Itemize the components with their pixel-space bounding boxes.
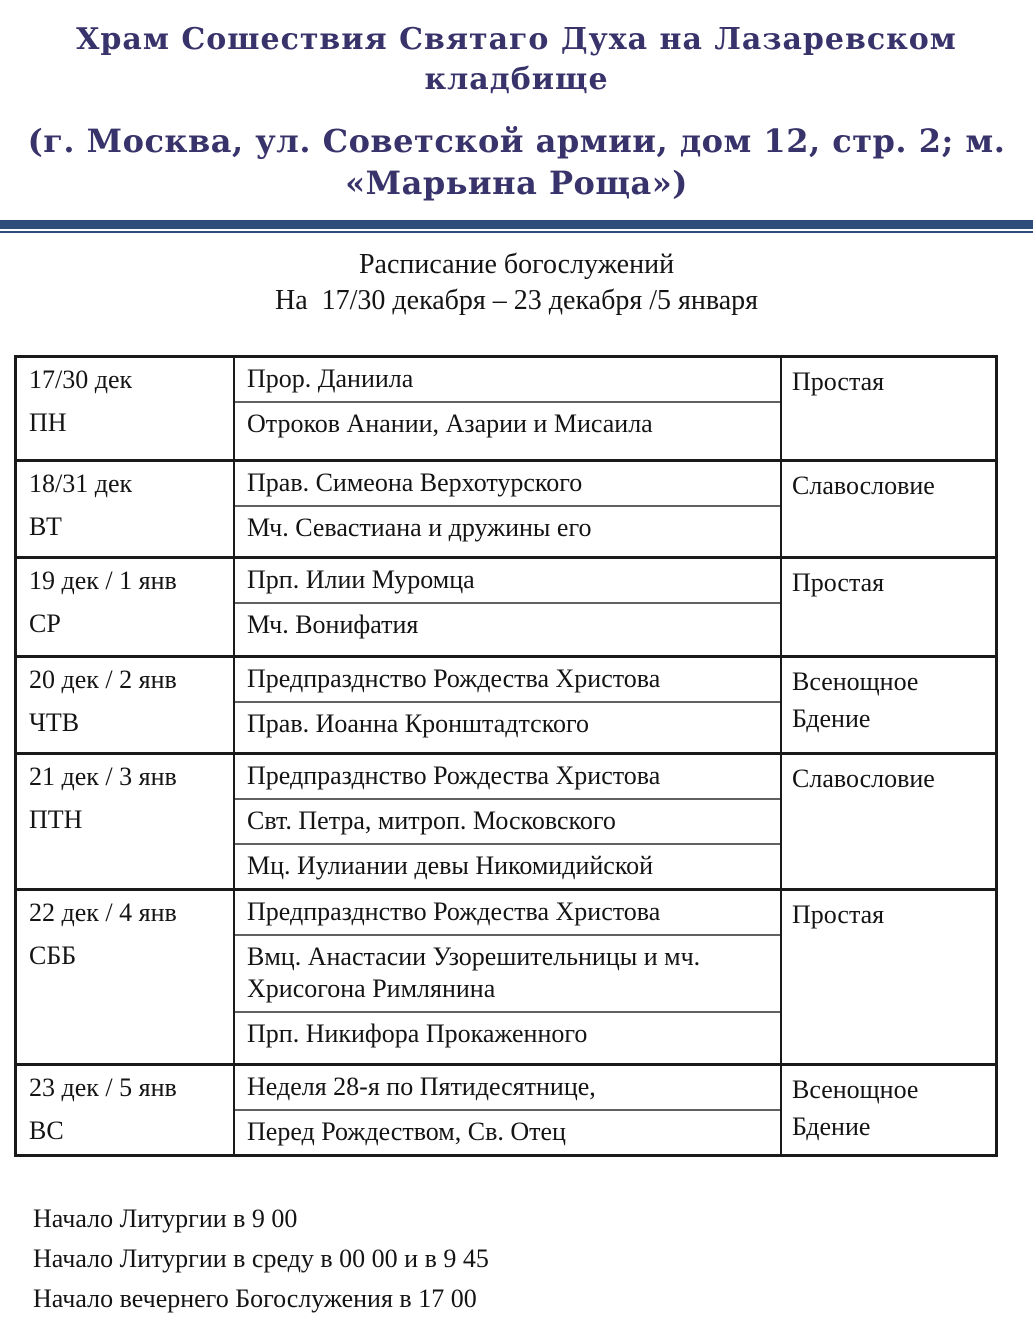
- church-title: Храм Сошествия Святаго Духа на Лазаревском кладбище: [76, 22, 957, 97]
- schedule-table: [14, 355, 998, 1157]
- table-row: [17, 1066, 995, 1157]
- divider-thick-bar: [0, 220, 1033, 229]
- date-cell: [17, 755, 235, 888]
- feasts-cell: [235, 755, 782, 888]
- weekday-label: ВС: [29, 1116, 64, 1145]
- divider-thin-line: [0, 231, 1033, 233]
- table-row: [17, 658, 995, 755]
- schedule-date-range: На 17/30 декабря – 23 декабря /5 января: [274, 285, 759, 316]
- feast-entry: Мч. Севастиана и дружины его: [247, 513, 592, 542]
- table-row: [17, 559, 995, 658]
- schedule-title: Расписание богослужений: [358, 249, 675, 280]
- table-row: [17, 755, 995, 891]
- feast-entry: Отроков Анании, Азарии и Мисаила: [247, 409, 653, 438]
- feast-entry: Мч. Вонифатия: [247, 610, 419, 639]
- weekday-label: ЧТВ: [29, 708, 80, 737]
- date-label: 23 дек / 5 янв: [29, 1073, 177, 1102]
- note-line: Начало вечернего Богослужения в 17 00: [33, 1284, 477, 1313]
- date-cell: [17, 658, 235, 752]
- service-type-cell: Славословие: [792, 471, 935, 500]
- feast-entry: Прп. Илии Муромца: [235, 559, 780, 604]
- date-label: 17/30 дек: [29, 365, 133, 394]
- feast-entry: Перед Рождеством, Св. Отец: [247, 1117, 566, 1146]
- service-type-cell: Славословие: [792, 764, 935, 793]
- feast-entry: Вмц. Анастасии Узорешительницы и мч. Хрисогона Римлянина: [235, 936, 780, 1013]
- schedule-subtitle: [0, 247, 1033, 319]
- feast-entry: Неделя 28-я по Пятидесятнице,: [235, 1066, 780, 1111]
- feasts-cell: [235, 891, 782, 1063]
- feast-entry: Прав. Иоанна Кронштадтского: [247, 709, 590, 738]
- service-type-cell: Всенощное Бдение: [792, 1075, 919, 1141]
- feasts-cell: [235, 462, 782, 556]
- service-type-cell: Простая: [792, 900, 885, 929]
- date-cell: [17, 559, 235, 655]
- weekday-label: СР: [29, 609, 61, 638]
- feast-entry: Прп. Никифора Прокаженного: [247, 1019, 588, 1048]
- note-line: Начало Литургии в среду в 00 00 и в 9 45: [33, 1244, 489, 1273]
- church-address: (г. Москва, ул. Советской армии, дом 12, стр. 2; м. «Марьина Роща»): [27, 122, 1006, 202]
- date-cell: [17, 1066, 235, 1154]
- weekday-label: ВТ: [29, 512, 62, 541]
- note-line: Начало Литургии в 9 00: [33, 1204, 298, 1233]
- feast-entry: Предпразднство Рождества Христова: [235, 658, 780, 703]
- date-cell: [17, 891, 235, 1063]
- feast-entry: Предпразднство Рождества Христова: [235, 755, 780, 800]
- feast-entry: Прав. Симеона Верхотурского: [235, 462, 780, 507]
- table-row: [17, 462, 995, 559]
- date-cell: [17, 358, 235, 459]
- weekday-label: СББ: [29, 941, 77, 970]
- feasts-cell: [235, 1066, 782, 1154]
- date-label: 19 дек / 1 янв: [29, 566, 177, 595]
- table-row: [17, 891, 995, 1066]
- document-header: [0, 0, 1033, 204]
- feast-entry: Мц. Иулиании девы Никомидийской: [247, 851, 654, 880]
- service-type-cell: Простая: [792, 367, 885, 396]
- date-label: 20 дек / 2 янв: [29, 665, 177, 694]
- feasts-cell: [235, 559, 782, 655]
- feast-entry: Предпразднство Рождества Христова: [235, 891, 780, 936]
- service-type-cell: Всенощное Бдение: [792, 667, 919, 733]
- date-label: 21 дек / 3 янв: [29, 762, 177, 791]
- service-time-notes: [33, 1199, 1033, 1319]
- table-row: [17, 358, 995, 462]
- feast-entry: Свт. Петра, митроп. Московского: [235, 800, 780, 845]
- weekday-label: ПН: [29, 408, 67, 437]
- date-cell: [17, 462, 235, 556]
- service-type-cell: Простая: [792, 568, 885, 597]
- thick-thin-divider-rule: [0, 220, 1033, 233]
- date-label: 22 дек / 4 янв: [29, 898, 177, 927]
- date-label: 18/31 дек: [29, 469, 133, 498]
- weekday-label: ПТН: [29, 805, 83, 834]
- feast-entry: Прор. Даниила: [235, 358, 780, 403]
- feasts-cell: [235, 358, 782, 459]
- feasts-cell: [235, 658, 782, 752]
